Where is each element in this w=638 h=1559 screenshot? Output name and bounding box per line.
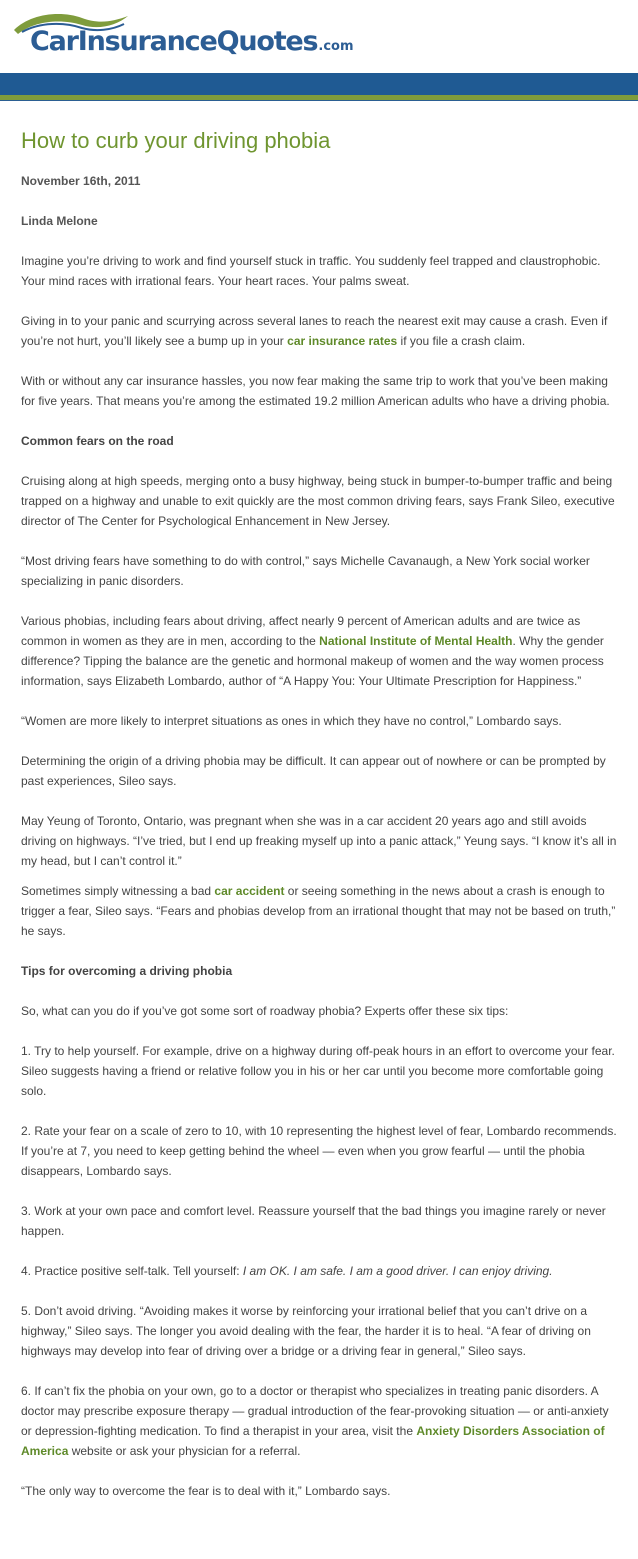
article-title: How to curb your driving phobia [21,128,331,153]
subheading-tips: Tips for overcoming a driving phobia [21,964,233,978]
text-segment: or seeing something in the news about a crash is enough to trigger a fear, Sileo says. “Fears and phobias develop from an irrational thought that may not be based on truth,” he says. [21,884,616,938]
article [21,124,617,1501]
text-segment: Giving in to your panic and scurrying across several lanes to reach the nearest exit may cause a crash. Even if you’re not hurt, you’ll likely see a bump up in your [21,314,608,348]
tip-5: 5. Don’t avoid driving. “Avoiding makes it worse by reinforcing your irrational belief that you can’t drive on a highway,” Sileo says. The longer you avoid dealing with the fear, the harder it is to heal. “A fear of driving on highways may develop into fear of driving over a bridge or a driving fear in general,” Sileo says. [21,1304,591,1358]
header-blue-band [0,73,638,95]
text-segment: 6. If can’t fix the phobia on your own, go to a doctor or therapist who specializes in treating panic disorders. A doctor may prescribe exposure therapy — gradual introduction of the fear-provoking situation — or anti-anxiety or depression-fighting medication. To find a therapist in your area, visit the [21,1384,609,1438]
self-talk-phrase: I am OK. I am safe. I am a good driver. I can enjoy driving. [242,1264,553,1278]
car-insurance-rates-link[interactable]: car insurance rates [287,334,398,348]
paragraph-phobia-stats [21,611,617,691]
tip-6 [21,1381,617,1461]
adaa-link[interactable]: Anxiety Disorders Association of America [21,1424,605,1458]
paragraph-origin: Determining the origin of a driving phobia may be difficult. It can appear out of nowhere or can be prompted by past experiences, Sileo says. [21,754,606,788]
tip-3: 3. Work at your own pace and comfort level. Reassure yourself that the bad things you imagine rarely or never happen. [21,1204,606,1238]
site-header [0,0,638,74]
logo-text [30,26,354,57]
paragraph-witnessing [21,881,617,941]
paragraph-tips-intro: So, what can you do if you’ve got some sort of roadway phobia? Experts offer these six tips: [21,1004,509,1018]
nimh-link[interactable]: National Institute of Mental Health [319,634,513,648]
article-date: November 16th, 2011 [21,174,141,188]
paragraph-control-quote: “Most driving fears have something to do with control,” says Michelle Cavanaugh, a New York social worker specializing in panic disorders. [21,554,590,588]
paragraph-panic [21,311,617,351]
tip-4 [21,1261,617,1281]
logo-suffix: .com [318,39,354,54]
paragraph-statistics: With or without any car insurance hassles, you now fear making the same trip to work that you’ve been making for five years. That means you’re among the estimated 19.2 million American adults who have a driving phobia. [21,374,610,408]
header-divider [0,100,638,101]
text-segment: if you file a crash claim. [397,334,526,348]
text-segment: website or ask your physician for a referral. [68,1444,301,1458]
tip-2: 2. Rate your fear on a scale of zero to 10, with 10 representing the highest level of fear, Lombardo recommends. If you’re at 7, you need to keep getting behind the wheel — even when you grow fearful — until the phobia disappears, Lombardo says. [21,1124,617,1178]
text-segment: 4. Practice positive self-talk. Tell yourself: [21,1264,243,1278]
text-segment: . Why the gender difference? Tipping the balance are the genetic and hormonal makeup of women and the way women process information, says Elizabeth Lombardo, author of “A Happy You: Your Ultimate Prescription for Happiness.” [21,634,604,688]
logo-wordmark: CarInsuranceQuotes [30,26,318,57]
logo[interactable] [0,0,394,74]
article-author: Linda Melone [21,214,98,228]
text-segment: Various phobias, including fears about driving, affect nearly 9 percent of American adults and are twice as common in women as they are in men, according to the [21,614,581,648]
car-accident-link[interactable]: car accident [214,884,285,898]
paragraph-common-fears: Cruising along at high speeds, merging onto a busy highway, being stuck in bumper-to-bumper traffic and being trapped on a highway and unable to exit quickly are the most common driving fears, says Frank Sileo, executive director of The Center for Psychological Enhancement in New Jersey. [21,474,615,528]
paragraph-intro: Imagine you’re driving to work and find yourself stuck in traffic. You suddenly feel trapped and claustrophobic. Your mind races with irrational fears. Your heart races. Your palms sweat. [21,254,601,288]
tip-1: 1. Try to help yourself. For example, drive on a highway during off-peak hours in an effort to overcome your fear. Sileo suggests having a friend or relative follow you in his or her car until you become more comfortable going solo. [21,1044,615,1098]
paragraph-yeung-story: May Yeung of Toronto, Ontario, was pregnant when she was in a car accident 20 years ago and still avoids driving on highways. “I’ve tried, but I end up freaking myself up into a panic attack,” Yeung says. “I know it’s all in my head, but I can’t control it.” [21,814,617,868]
closing-quote: “The only way to overcome the fear is to deal with it,” Lombardo says. [21,1484,391,1498]
text-segment: Sometimes simply witnessing a bad [21,884,215,898]
subheading-common-fears: Common fears on the road [21,434,174,448]
paragraph-women-quote: “Women are more likely to interpret situations as ones in which they have no control,” Lombardo says. [21,714,562,728]
